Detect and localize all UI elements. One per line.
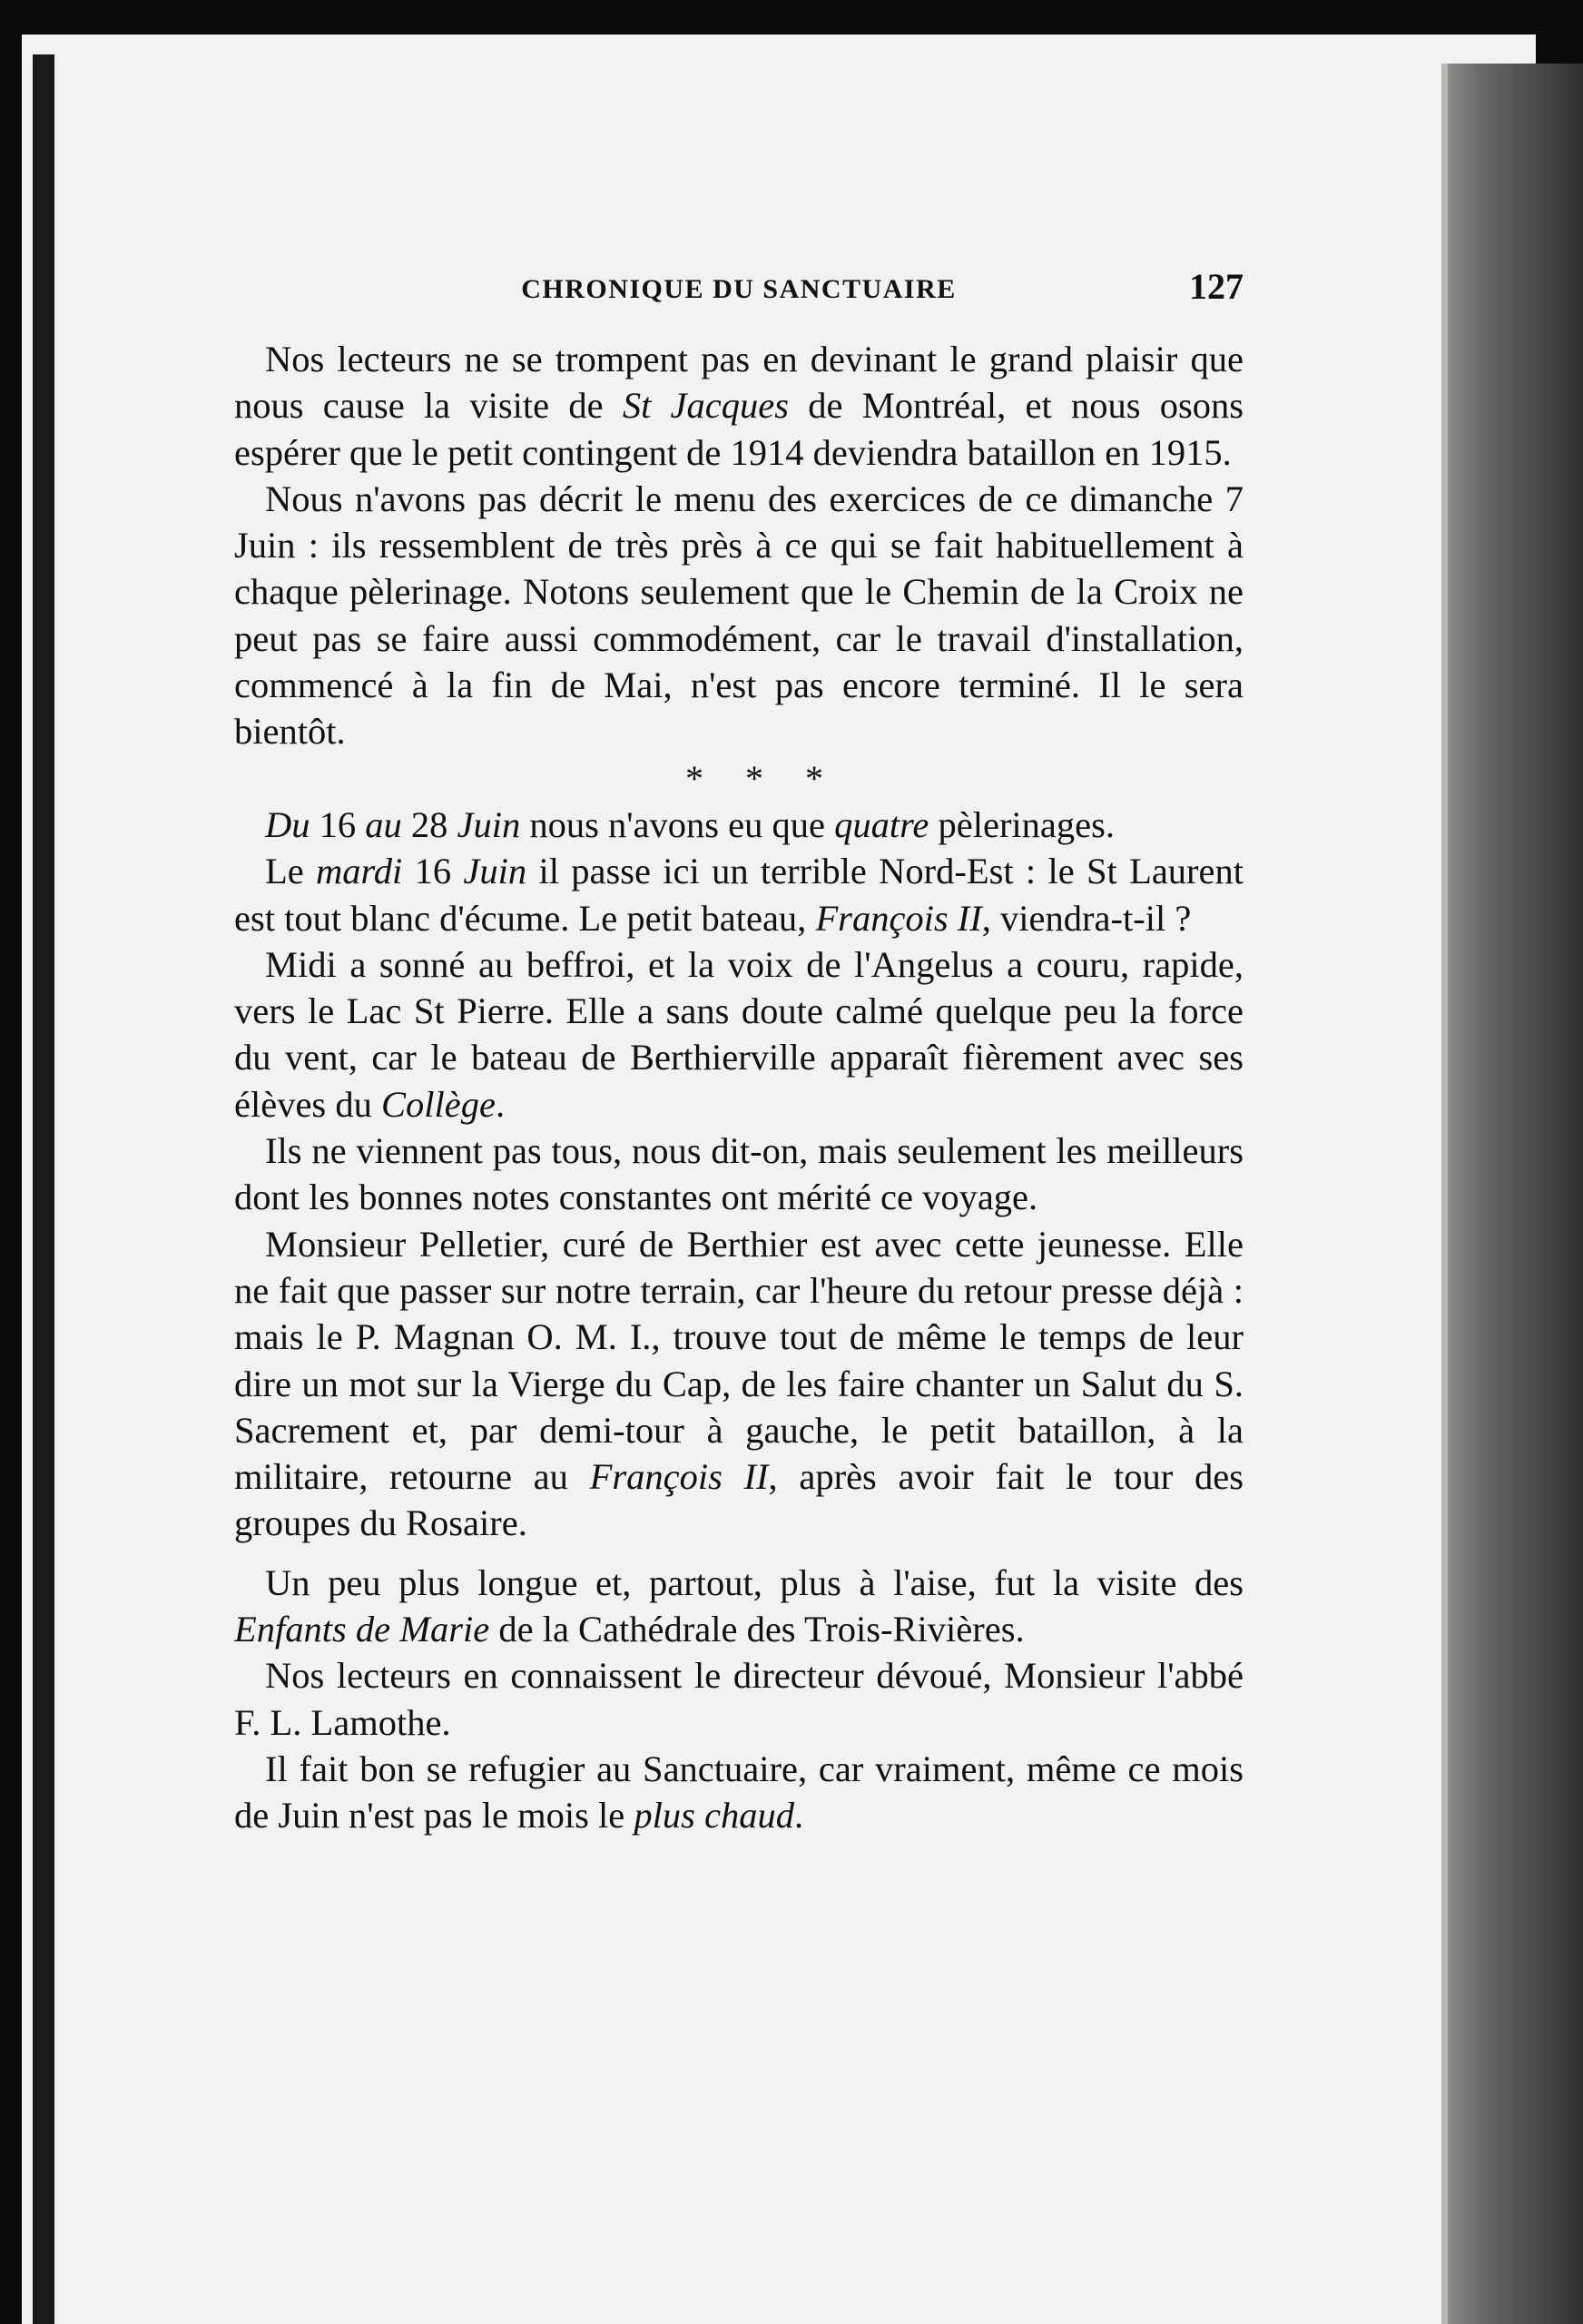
italic-run: plus chaud [634, 1795, 794, 1837]
paragraph [234, 1746, 1244, 1839]
book-spine [1448, 64, 1583, 2324]
italic-run: St Jacques [622, 385, 789, 427]
italic-run: Juin [457, 803, 521, 845]
text-run: Monsieur Pelletier, curé de Berthier est avec cette jeunesse. Elle ne fait que passer sur notre terrain, car l'heure du retour presse déjà : mais le P. Magnan O. M. I., trouve tout de même le temps de leur dire un mot sur la Vierge du Cap, de les faire chanter un Salut du S. Sacrement et, par demi-tour à gauche, le petit bataillon, à la militaire, retourne au [234, 1223, 1244, 1498]
text-run: de la Cathédrale des Trois-Rivières. [489, 1609, 1025, 1650]
italic-run: au [365, 803, 402, 845]
text-run: Il fait bon se refugier au Sanctuaire, car vraiment, même ce mois de Juin n'est pas le mois le [234, 1748, 1244, 1837]
text-run: pèlerinages. [929, 803, 1116, 845]
text-run: Un peu plus longue et, partout, plus à l'aise, fut la visite des [265, 1561, 1244, 1603]
italic-run: Juin [463, 851, 527, 892]
paragraph: Ils ne viennent pas tous, nous dit-on, mais seulement les meilleurs dont les bonnes notes constantes ont mérité ce voyage. [234, 1130, 1244, 1218]
italic-run: Enfants de Marie [234, 1609, 490, 1650]
paragraph [234, 941, 1244, 1128]
text-run: . [495, 1083, 506, 1125]
text-run: Le [265, 851, 317, 892]
paragraph [234, 1221, 1244, 1547]
italic-run: mardi [316, 851, 403, 892]
text-run: 16 [310, 803, 366, 845]
italic-run: François II [815, 897, 982, 939]
text-run: de Montréal, et nous osons espérer que le petit contingent de 1914 deviendra bataillon en 1915. [234, 385, 1244, 473]
paragraph [234, 1560, 1244, 1653]
paragraph [234, 336, 1244, 476]
italic-run: Du [265, 803, 310, 845]
section-separator: * * * [685, 757, 840, 799]
italic-run: quatre [834, 803, 929, 845]
paragraph: Nos lecteurs en connaissent le directeur dévoué, Monsieur l'abbé F. L. Lamothe. [234, 1655, 1244, 1743]
text-run: Nos lecteurs ne se trompent pas en devinant le grand plaisir que nous cause la visite de [234, 339, 1244, 427]
text-run: nous n'avons eu que [520, 803, 835, 845]
page-header [234, 265, 1244, 320]
text-run: il passe ici un terrible Nord-Est : le St Laurent est tout blanc d'écume. Le petit bateau, [234, 851, 1244, 939]
text-run: , viendra-t-il ? [981, 897, 1192, 939]
text-run: 28 [401, 803, 457, 845]
text-run: 16 [402, 851, 464, 892]
running-head: CHRONIQUE DU SANCTUAIRE [521, 274, 957, 304]
paragraph [234, 848, 1244, 941]
text-run: . [793, 1795, 804, 1837]
body-text [234, 336, 1244, 1839]
page-number: 127 [1189, 266, 1244, 307]
text-run: , après avoir fait le tour des groupes du Rosaire. [234, 1456, 1244, 1544]
italic-run: Collège [380, 1083, 496, 1125]
paragraph [234, 802, 1244, 848]
text-run: Midi a sonné au beffroi, et la voix de l'Angelus a couru, rapide, vers le Lac St Pierre. Elle a sans doute calmé quelque peu la force du vent, car le bateau de Berthierville apparaît fièrement avec ses élèves du [234, 943, 1244, 1125]
page-left-border [33, 54, 54, 2324]
paragraph: Nous n'avons pas décrit le menu des exercices de ce dimanche 7 Juin : ils ressemblent de très près à ce qui se fait habituellement à chaque pèlerinage. Notons seulement que le Chemin de la Croix ne peut pas se faire aussi commodément, car le travail d'installation, commencé à la fin de Mai, n'est pas encore terminé. Il le sera bientôt. [234, 478, 1244, 753]
italic-run: François II [589, 1456, 769, 1498]
